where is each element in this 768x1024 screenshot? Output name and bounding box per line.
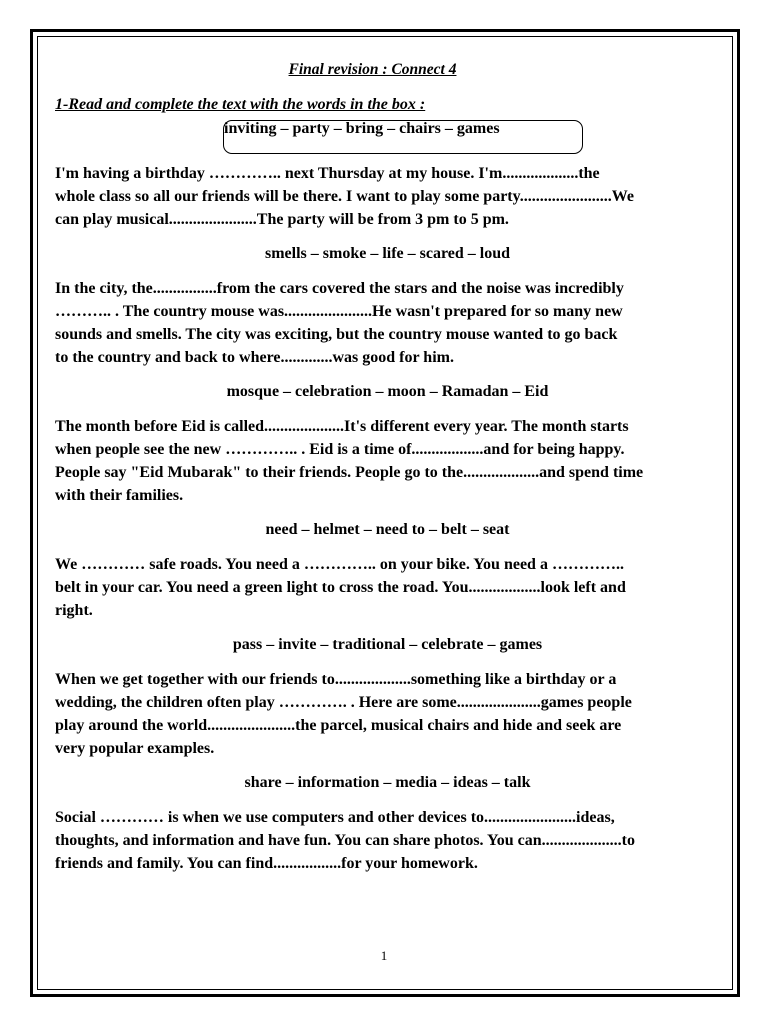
passage-line: when people see the new ………….. . Eid is a time of..................and for being happy. [55,441,625,458]
passage-line: sounds and smells. The city was exciting, but the country mouse wanted to go back [55,326,618,343]
passage-line: to the country and back to where.............was good for him. [55,349,454,366]
passage [55,162,720,231]
passage-line: can play musical......................The party will be from 3 pm to 5 pm. [55,211,509,228]
word-list: need – helmet – need to – belt – seat [265,521,510,538]
passage-line: The month before Eid is called....................It's different every year. The month starts [55,418,629,435]
passage-line: When we get together with our friends to...................something like a birthday or a [55,671,617,688]
page-title: Final revision : Connect 4 [288,61,457,78]
passage-line: I'm having a birthday ………….. next Thursday at my house. I'm...................the [55,165,600,182]
passage [55,415,720,507]
passage-line: right. [55,602,93,619]
passage-line: with their families. [55,487,184,504]
passage-line: ……….. . The country mouse was......................He wasn't prepared for so many new [55,303,623,320]
word-list: share – information – media – ideas – talk [244,774,531,791]
page-number: 1 [380,948,388,963]
word-box-text: inviting – party – bring – chairs – games [224,120,500,137]
exercise-instruction: 1-Read and complete the text with the words in the box : [55,96,426,113]
passage-line: Social ………… is when we use computers and other devices to.......................ideas, [55,809,615,826]
word-list: mosque – celebration – moon – Ramadan – Eid [226,383,549,400]
passage-line: thoughts, and information and have fun. You can share photos. You can....................to [55,832,635,849]
passage-line: friends and family. You can find.................for your homework. [55,855,478,872]
passage-line: In the city, the................from the cars covered the stars and the noise was incredibly [55,280,624,297]
passage-line: We ………… safe roads. You need a ………….. on your bike. You need a ………….. [55,556,624,573]
word-list: smells – smoke – life – scared – loud [264,245,511,262]
passage-line: wedding, the children often play …………. . Here are some.....................games people [55,694,632,711]
passage-line: belt in your car. You need a green light to cross the road. You..................look left and [55,579,626,596]
passage [55,668,720,760]
worksheet-content [55,58,720,875]
passage-line: People say "Eid Mubarak" to their friends. People go to the...................and spend time [55,464,644,481]
passage-line: whole class so all our friends will be there. I want to play some party.......................We [55,188,634,205]
passage-line: very popular examples. [55,740,215,757]
word-list: pass – invite – traditional – celebrate – games [232,636,543,653]
passage [55,806,720,875]
passage [55,553,720,622]
passage-line: play around the world......................the parcel, musical chairs and hide and seek are [55,717,622,734]
passage [55,277,720,369]
word-box [223,120,583,154]
